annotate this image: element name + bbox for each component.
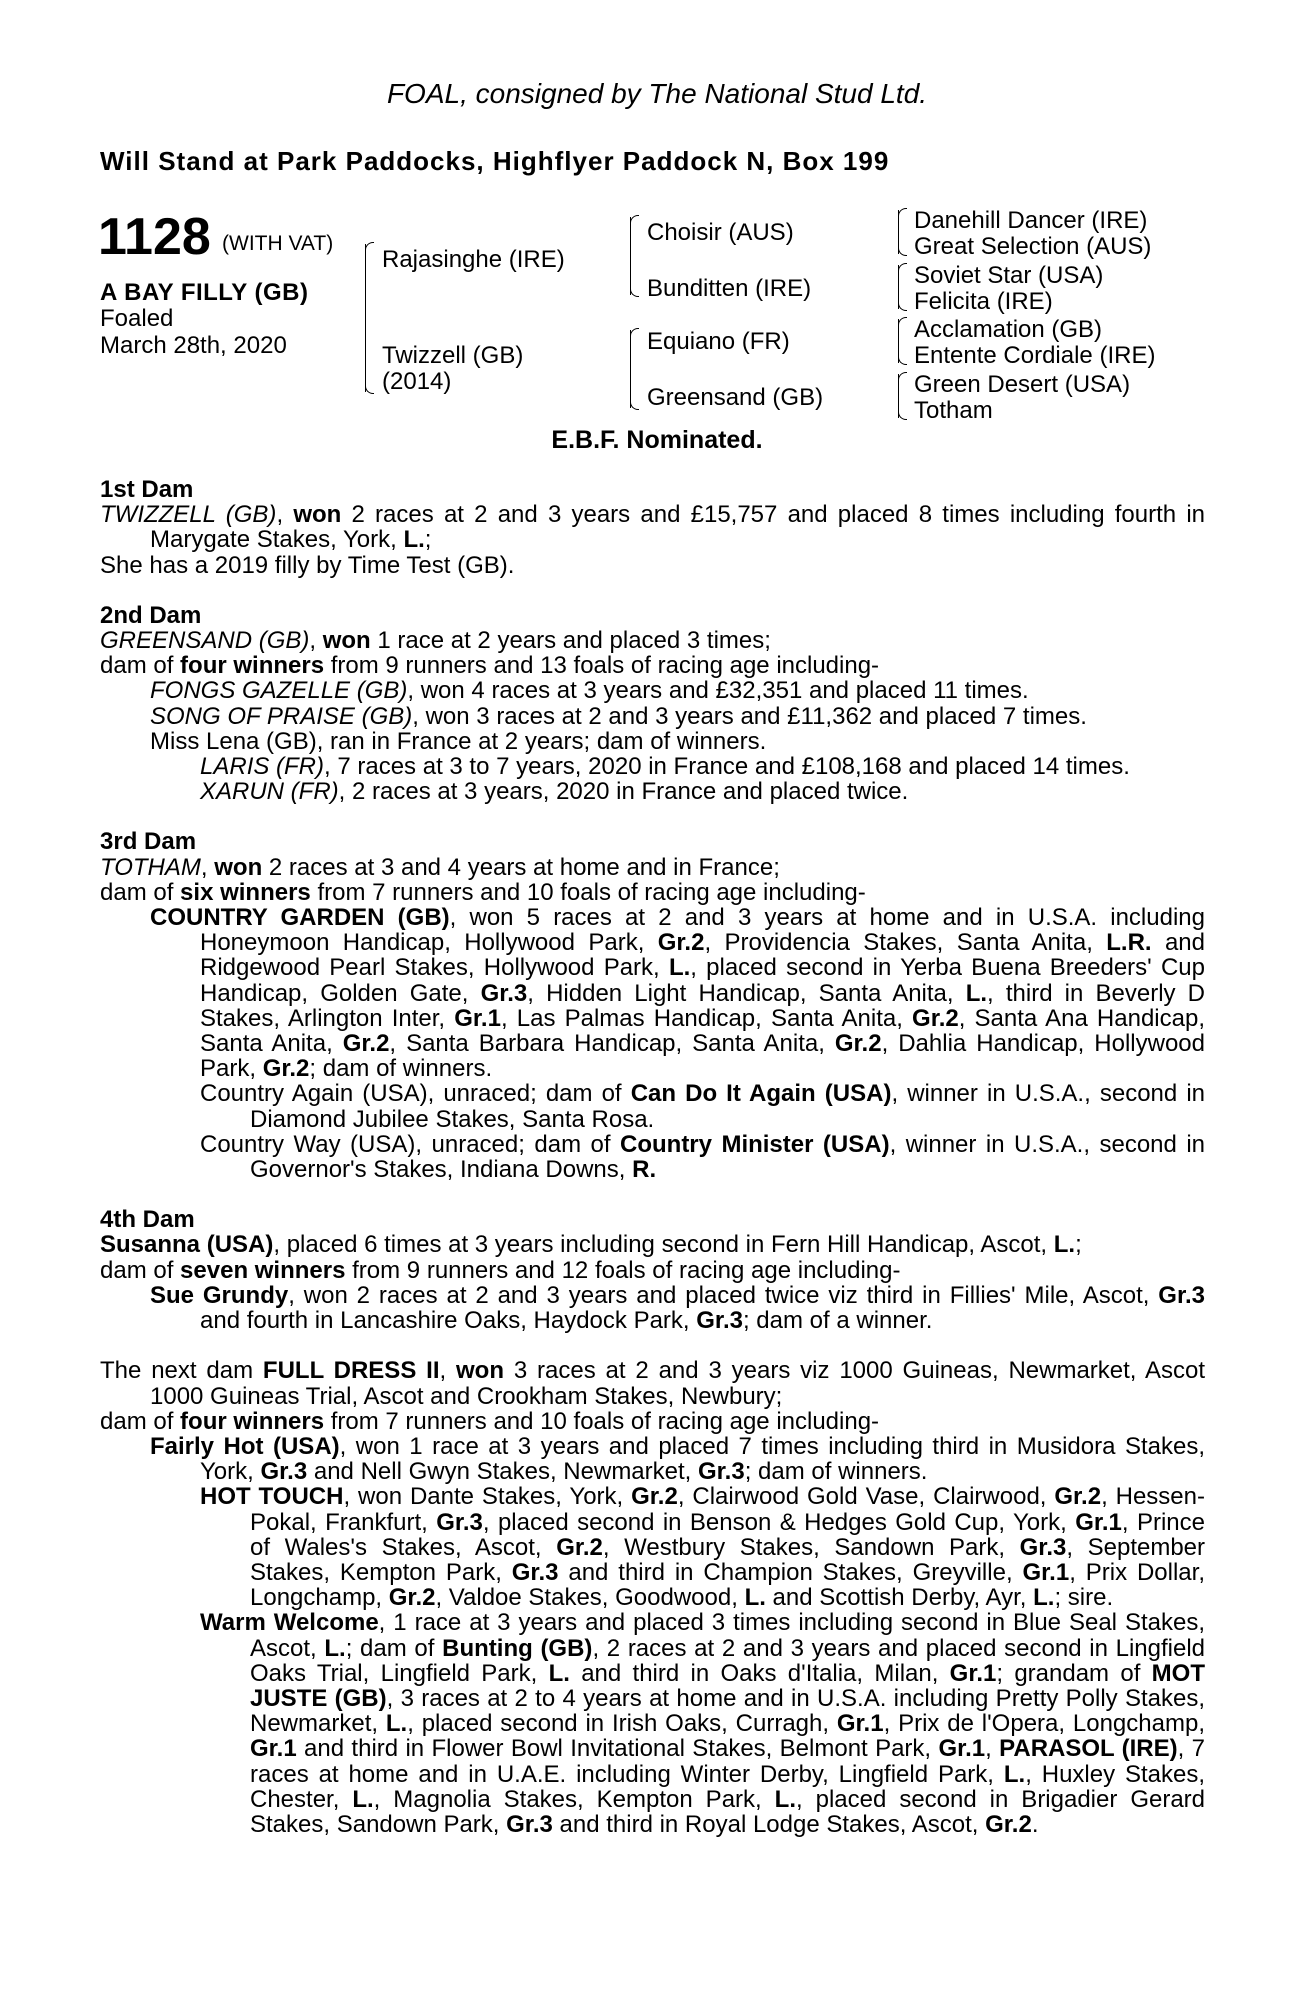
horse-name: A BAY FILLY (GB) — [100, 279, 309, 306]
produce-entry: LARIS (FR), 7 races at 3 to 7 years, 2020 in France and £108,168 and placed 14 times. — [200, 753, 1130, 781]
ebf-nominated: E.B.F. Nominated. — [551, 426, 763, 454]
grandsire-8: Totham — [914, 397, 993, 424]
stand-location: Will Stand at Park Paddocks, Highflyer Paddock N, Box 199 — [100, 146, 890, 176]
sire-dam: Bunditten (IRE) — [647, 275, 812, 302]
dam-entry: TOTHAM, won 2 races at 3 and 4 years at home and in France; — [100, 853, 780, 881]
section-heading: 3rd Dam — [100, 828, 197, 856]
produce-entry: Country Again (USA), unraced; dam of Can Do It Again (USA), winner in U.S.A., second in Diamond Jubilee Stakes, Santa Rosa. — [200, 1080, 1205, 1133]
second-dam-section — [100, 603, 1205, 805]
pedigree-brace — [898, 265, 899, 309]
grandsire-6: Entente Cordiale (IRE) — [914, 342, 1156, 369]
dam-produce-summary: dam of seven winners from 9 runners and 12 foals of racing age including- — [100, 1256, 901, 1284]
catalogue-body — [100, 477, 1205, 1837]
dam-entry: GREENSAND (GB), won 1 race at 2 years and placed 3 times; — [100, 627, 771, 655]
produce-entry: Miss Lena (GB), ran in France at 2 years; dam of winners. — [150, 727, 767, 755]
produce-entry: Warm Welcome, 1 race at 3 years and placed 3 times including second in Blue Seal Stakes, Ascot, L.; dam of Bunting (GB), 2 races at 2 and 3 years and placed second in Lingfield Oaks Trial, Lingfield Park, L. and third in Oaks d'Italia, Milan, Gr.1; grandam of MOT JUSTE (GB), 3 races at 2 to 4 years at home and in U.S.A. including Pretty Polly Stakes, Newmarket, L., placed second in Irish Oaks, Curragh, Gr.1, Prix de l'Opera, Longchamp, Gr.1 and third in Flower Bowl Invitational Stakes, Belmont Park, Gr.1, PARASOL (IRE), 7 races at home and in U.A.E. including Winter Derby, Lingfield Park, L., Huxley Stakes, Chester, L., Magnolia Stakes, Kempton Park, L., placed second in Brigadier Gerard Stakes, Sandown Park, Gr.3 and third in Royal Lodge Stakes, Ascot, Gr.2. — [200, 1609, 1206, 1838]
third-dam-section — [100, 829, 1205, 1182]
sire-sire: Choisir (AUS) — [647, 219, 794, 246]
consignor-line: FOAL, consigned by The National Stud Ltd. — [386, 78, 928, 109]
fourth-dam-section — [100, 1207, 1205, 1333]
section-heading: 4th Dam — [100, 1206, 195, 1234]
pedigree-brace — [898, 210, 899, 254]
dam-entry: Susanna (USA), placed 6 times at 3 years including second in Fern Hill Handicap, Ascot, L.; — [100, 1231, 1082, 1259]
dam: Twizzell (GB) — [382, 342, 524, 369]
dam-produce-summary: dam of six winners from 7 runners and 10 foals of racing age including- — [100, 878, 866, 906]
produce-entry: FONGS GAZELLE (GB), won 4 races at 3 years and £32,351 and placed 11 times. — [150, 677, 1029, 705]
sire: Rajasinghe (IRE) — [382, 246, 565, 273]
pedigree-brace — [898, 319, 899, 363]
produce-entry: Fairly Hot (USA), won 1 race at 3 years and placed 7 times including third in Musidora Stakes, York, Gr.3 and Nell Gwyn Stakes, Newmarket, Gr.3; dam of winners. — [150, 1432, 1205, 1486]
section-heading: 2nd Dam — [100, 601, 202, 629]
produce-entry: COUNTRY GARDEN (GB), won 5 races at 2 and 3 years at home and in U.S.A. including Honeymoon Handicap, Hollywood Park, Gr.2, Providencia Stakes, Santa Anita, L.R. and Ridgewood Pearl Stakes, Hollywood Park, L., placed second in Yerba Buena Breeders' Cup Handicap, Golden Gate, Gr.3, Hidden Light Handicap, Santa Anita, L., third in Beverly D Stakes, Arlington Inter, Gr.1, Las Palmas Handicap, Santa Anita, Gr.2, Santa Ana Handicap, Santa Anita, Gr.2, Santa Barbara Handicap, Santa Anita, Gr.2, Dahlia Handicap, Hollywood Park, Gr.2; dam of winners. — [150, 904, 1206, 1083]
produce-note: She has a 2019 filly by Time Test (GB). — [100, 551, 515, 579]
grandsire-1: Danehill Dancer (IRE) — [914, 207, 1148, 234]
section-heading: 1st Dam — [100, 476, 194, 503]
produce-entry: Sue Grundy, won 2 races at 2 and 3 years and placed twice viz third in Fillies' Mile, Ascot, Gr.3 and fourth in Lancashire Oaks, Haydock Park, Gr.3; dam of a winner. — [150, 1281, 1205, 1335]
dam-dam: Greensand (GB) — [647, 384, 824, 411]
grandsire-3: Soviet Star (USA) — [914, 262, 1104, 289]
dam-sire: Equiano (FR) — [647, 328, 790, 355]
dam-entry: TWIZZELL (GB), won 2 races at 2 and 3 years and £15,757 and placed 8 times including fourth in Marygate Stakes, York, L.; — [100, 501, 1205, 554]
foaled-label: Foaled — [100, 305, 174, 332]
grandsire-7: Green Desert (USA) — [914, 371, 1131, 398]
pedigree-brace — [630, 217, 631, 295]
pedigree-brace — [365, 244, 366, 392]
vat-label: (WITH VAT) — [222, 232, 334, 255]
next-dam-section — [100, 1358, 1205, 1837]
produce-entry: XARUN (FR), 2 races at 3 years, 2020 in France and placed twice. — [200, 778, 909, 806]
dam-produce-summary: dam of four winners from 7 runners and 10 foals of racing age including- — [100, 1407, 880, 1435]
dam-produce-summary: dam of four winners from 9 runners and 13 foals of racing age including- — [100, 652, 880, 680]
first-dam-section — [100, 477, 1205, 578]
pedigree-brace — [630, 330, 631, 408]
pedigree-brace — [898, 374, 899, 418]
produce-entry: SONG OF PRAISE (GB), won 3 races at 2 and 3 years and £11,362 and placed 7 times. — [150, 702, 1087, 730]
produce-entry: Country Way (USA), unraced; dam of Country Minister (USA), winner in U.S.A., second in Governor's Stakes, Indiana Downs, R. — [200, 1130, 1205, 1184]
grandsire-4: Felicita (IRE) — [914, 288, 1053, 315]
dam-entry: The next dam FULL DRESS II, won 3 races at 2 and 3 years viz 1000 Guineas, Newmarket, Ascot 1000 Guineas Trial, Ascot and Crookham Stakes, Newbury; — [100, 1357, 1206, 1410]
dam-year: (2014) — [382, 368, 452, 395]
foaled-info — [100, 305, 287, 359]
foaled-date: March 28th, 2020 — [100, 332, 287, 359]
grandsire-5: Acclamation (GB) — [914, 316, 1103, 343]
lot-number: 1128 — [98, 208, 211, 266]
grandsire-2: Great Selection (AUS) — [914, 233, 1152, 260]
produce-entry: HOT TOUCH, won Dante Stakes, York, Gr.2, Clairwood Gold Vase, Clairwood, Gr.2, Hessen-Pokal, Frankfurt, Gr.3, placed second in Benson & Hedges Gold Cup, York, Gr.1, Prince of Wales's Stakes, Ascot, Gr.2, Westbury Stakes, Sandown Park, Gr.3, September Stakes, Kempton Park, Gr.3 and third in Champion Stakes, Greyville, Gr.1, Prix Dollar, Longchamp, Gr.2, Valdoe Stakes, Goodwood, L. and Scottish Derby, Ayr, L.; sire. — [200, 1483, 1206, 1612]
